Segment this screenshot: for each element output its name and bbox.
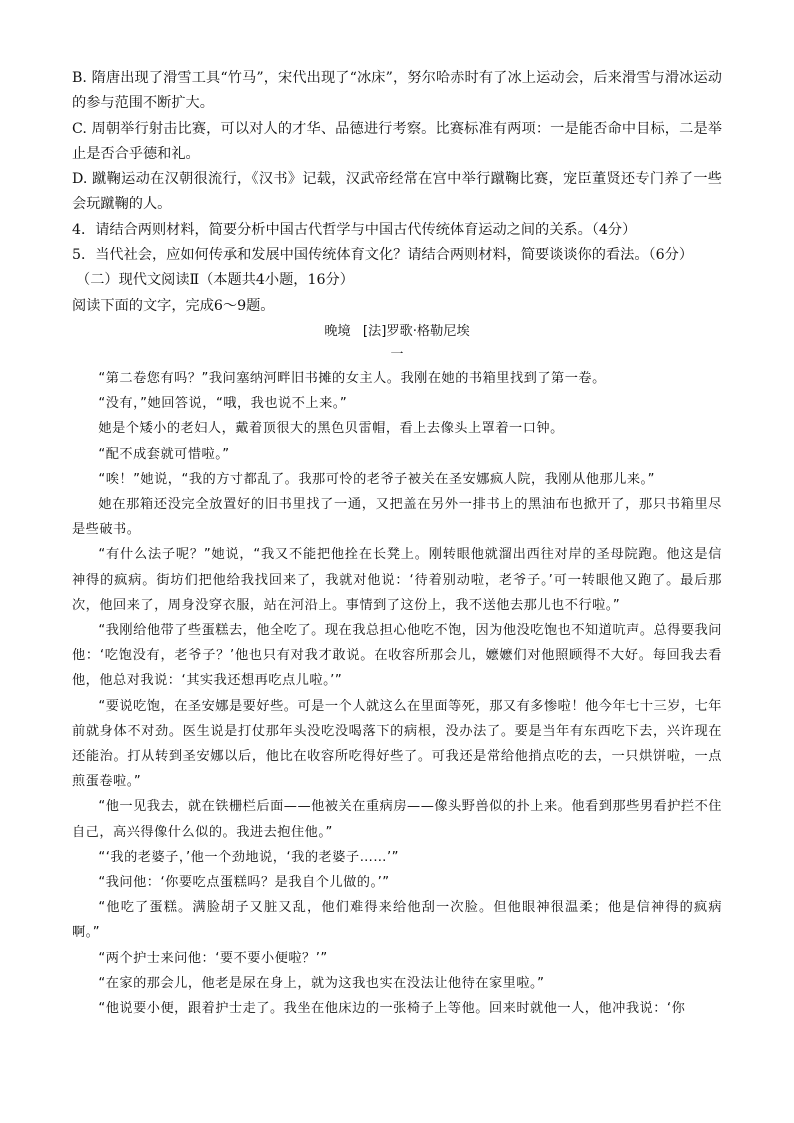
article-paragraph: “唉！”她说，“我的方寸都乱了。我那可怜的老爷子被关在圣安娜疯人院，我刚从他那儿来。” [98, 471, 655, 487]
article-paragraph: “他一见我去，就在铁栅栏后面——他被关在重病房——像头野兽似的扑上来。他看到那些男看护拦不住自己，高兴得像什么似的。我进去抱住他。” [72, 799, 722, 840]
article-paragraph: “有什么法子呢？”她说，“我又不能把他拴在长凳上。刚转眼他就溜出西往对岸的圣母院跑。他这是信神得的疯病。街坊们把他给我找回来了，我就对他说：‘待着别动啦，老爷子。’可一转眼他又跑了。最后那次，他回来了，周身没穿衣服，站在河沿上。事情到了这份上，我不送他去那儿也不行啦。” [72, 547, 722, 613]
article-paragraph: “‘我的老婆子，’他一个劲地说，‘我的老婆子……’” [98, 849, 399, 865]
section-header: （二）现代文阅读Ⅱ（本题共4小题，16分） [76, 272, 354, 289]
chapter-number: 一 [390, 346, 404, 362]
article-paragraph: “两个护士来问他：‘要不要小便啦？’” [98, 950, 328, 966]
article-title: 晚境 [324, 323, 351, 339]
article-paragraph: “要说吃饱，在圣安娜是要好些。可是一个人就这么在里面等死，那又有多惨啦！他今年七十三岁，七年前就身体不对劲。医生说是打仗那年头没吃没喝落下的病根，没办法了。要是当年有东西吃下去，兴许现在还能治。打从转到圣安娜以后，他比在收容所吃得好些了。可我还是常给他捎点吃的去，一只烘饼啦，一点煎蛋卷啦。” [72, 698, 722, 790]
article-paragraph: 她在那箱还没完全放置好的旧书里找了一通，又把盖在另外一排书上的黑油布也掀开了，那只书箱里尽是些破书。 [72, 496, 722, 538]
question-4: 4．请结合两则材料，简要分析中国古代哲学与中国古代传统体育运动之间的关系。（4分） [72, 221, 637, 238]
question-5: 5．当代社会，应如何传承和发展中国传统体育文化？请结合两则材料，简要谈谈你的看法。（6分） [72, 247, 694, 264]
article-paragraph: “他吃了蛋糕。满脸胡子又脏又乱，他们难得来给他刮一次脸。但他眼神很温柔；他是信神得的疯病啊。” [72, 900, 722, 941]
article-paragraph: “他说要小便，跟着护士走了。我坐在他床边的一张椅子上等他。回来时就他一人，他冲我说：‘你 [98, 1001, 686, 1017]
article-heading [72, 319, 722, 344]
article-paragraph: “我刚给他带了些蛋糕去，他全吃了。现在我总担心他吃不饱，因为他没吃饱也不知道吭声。总得要我问他：‘吃饱没有，老爷子？’他也只有对我才敢说。在收容所那会儿，嬷嬷们对他照顾得不大好。每回我去看他，他总对我说：‘其实我还想再吃点儿啦。’” [72, 623, 722, 689]
article-paragraph: “我问他：‘你要吃点蛋糕吗？是我自个儿做的。’” [98, 875, 390, 891]
option-b: B. 隋唐出现了滑雪工具“竹马”，宋代出现了“冰床”，努尔哈赤时有了冰上运动会，后来滑雪与滑冰运动的参与范围不断扩大。 [72, 70, 722, 112]
article-paragraph: “配不成套就可惜啦。” [98, 446, 230, 462]
article-paragraph: “第二卷您有吗？”我问塞纳河畔旧书摊的女主人。我刚在她的书箱里找到了第一卷。 [98, 370, 606, 386]
reading-instruction: 阅读下面的文字，完成6～9题。 [72, 297, 275, 314]
article-body [72, 366, 722, 1021]
option-c: C. 周朝举行射击比赛，可以对人的才华、品德进行考察。比赛标准有两项：一是能否命中目标，二是举止是否合乎德和礼。 [72, 120, 722, 162]
article-paragraph: “没有，”她回答说，“哦，我也说不上来。” [98, 396, 348, 412]
article-paragraph: “在家的那会儿，他老是尿在身上，就为这我也实在没法让他待在家里啦。” [98, 975, 545, 991]
article-author: [法]罗歌·格勒尼埃 [362, 323, 470, 339]
article-paragraph: 她是个矮小的老妇人，戴着顶很大的黑色贝雷帽，看上去像头上罩着一口钟。 [98, 421, 564, 437]
option-d: D. 蹴鞠运动在汉朝很流行，《汉书》记载，汉武帝经常在宫中举行蹴鞠比赛，宠臣董贤还专门养了一些会玩蹴鞠的人。 [72, 171, 722, 213]
